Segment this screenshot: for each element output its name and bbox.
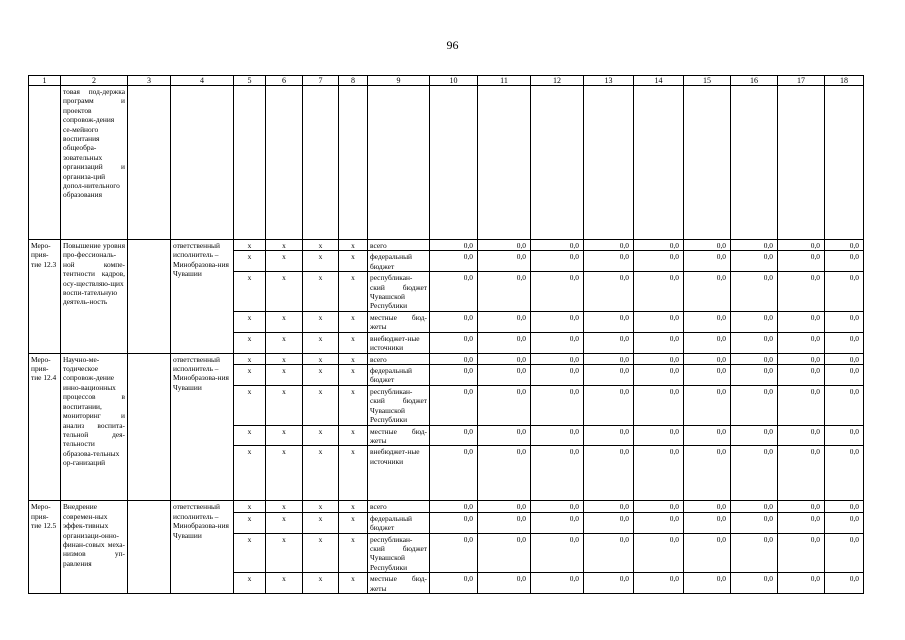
mark-cell: x xyxy=(339,425,368,446)
empty-cell xyxy=(368,86,430,240)
value-cell: 0,0 xyxy=(584,501,634,512)
continuation-row xyxy=(29,86,864,240)
column-number: 18 xyxy=(825,76,864,86)
funding-source: республикан-ский бюджет Чувашской Республики xyxy=(368,272,430,312)
value-cell: 0,0 xyxy=(825,332,864,353)
empty-cell xyxy=(430,86,478,240)
mark-cell: x xyxy=(303,573,339,594)
funding-row xyxy=(29,240,864,251)
value-cell: 0,0 xyxy=(778,353,825,364)
value-cell: 0,0 xyxy=(778,512,825,533)
value-cell: 0,0 xyxy=(584,311,634,332)
mark-cell: x xyxy=(266,353,303,364)
value-cell: 0,0 xyxy=(731,501,778,512)
mark-cell: x xyxy=(339,240,368,251)
mark-cell: x xyxy=(266,446,303,501)
empty-cell xyxy=(731,86,778,240)
empty-cell xyxy=(266,86,303,240)
value-cell: 0,0 xyxy=(531,501,584,512)
empty-cell xyxy=(128,353,171,501)
empty-cell xyxy=(171,86,234,240)
empty-cell xyxy=(825,86,864,240)
value-cell: 0,0 xyxy=(531,311,584,332)
mark-cell: x xyxy=(339,533,368,573)
value-cell: 0,0 xyxy=(478,332,531,353)
value-cell: 0,0 xyxy=(478,533,531,573)
value-cell: 0,0 xyxy=(584,573,634,594)
mark-cell: x xyxy=(234,512,266,533)
mark-cell: x xyxy=(266,425,303,446)
mark-cell: x xyxy=(234,272,266,312)
value-cell: 0,0 xyxy=(531,446,584,501)
value-cell: 0,0 xyxy=(584,512,634,533)
value-cell: 0,0 xyxy=(531,385,584,425)
value-cell: 0,0 xyxy=(430,332,478,353)
mark-cell: x xyxy=(266,311,303,332)
value-cell: 0,0 xyxy=(584,446,634,501)
value-cell: 0,0 xyxy=(478,251,531,272)
column-number: 8 xyxy=(339,76,368,86)
value-cell: 0,0 xyxy=(684,446,731,501)
financing-table xyxy=(28,75,864,594)
column-number: 14 xyxy=(634,76,684,86)
value-cell: 0,0 xyxy=(531,365,584,386)
value-cell: 0,0 xyxy=(731,240,778,251)
mark-cell: x xyxy=(339,332,368,353)
value-cell: 0,0 xyxy=(634,501,684,512)
mark-cell: x xyxy=(266,332,303,353)
value-cell: 0,0 xyxy=(584,385,634,425)
value-cell: 0,0 xyxy=(634,365,684,386)
value-cell: 0,0 xyxy=(825,272,864,312)
empty-cell xyxy=(684,86,731,240)
value-cell: 0,0 xyxy=(584,533,634,573)
value-cell: 0,0 xyxy=(778,311,825,332)
measure-description: Научно-ме-тодическое сопровож-дение инно-вационных процессов в воспитании, мониторинг и анализ воспита-тельной дея-тельности образова-тельных ор-ганизаций xyxy=(61,353,128,501)
continuation-description: товая под-держка программ и проектов сопровож-дения се-мейного воспитания общеобра-зовательных организаций и организа-ций допол-нительного образования xyxy=(61,86,128,240)
mark-cell: x xyxy=(339,512,368,533)
value-cell: 0,0 xyxy=(684,501,731,512)
measure-id: Меро-прия-тие 12.4 xyxy=(29,353,61,501)
empty-cell xyxy=(128,86,171,240)
funding-source: федеральный бюджет xyxy=(368,365,430,386)
continuation-empty-cell xyxy=(29,86,61,240)
mark-cell: x xyxy=(266,573,303,594)
value-cell: 0,0 xyxy=(778,533,825,573)
empty-cell xyxy=(584,86,634,240)
mark-cell: x xyxy=(234,365,266,386)
funding-source: федеральный бюджет xyxy=(368,512,430,533)
measure-description: Внедрение современ-ных эффек-тивных организаци-онно-финан-совых меха-низмов уп-равления xyxy=(61,501,128,594)
column-number: 10 xyxy=(430,76,478,86)
value-cell: 0,0 xyxy=(825,251,864,272)
measure-executor: ответственный исполнитель – Минобразова-ния Чувашии xyxy=(171,501,234,594)
value-cell: 0,0 xyxy=(825,311,864,332)
value-cell: 0,0 xyxy=(430,501,478,512)
value-cell: 0,0 xyxy=(531,425,584,446)
value-cell: 0,0 xyxy=(478,385,531,425)
value-cell: 0,0 xyxy=(731,425,778,446)
mark-cell: x xyxy=(303,501,339,512)
mark-cell: x xyxy=(266,272,303,312)
value-cell: 0,0 xyxy=(531,251,584,272)
value-cell: 0,0 xyxy=(584,353,634,364)
funding-source: всего xyxy=(368,501,430,512)
value-cell: 0,0 xyxy=(731,385,778,425)
value-cell: 0,0 xyxy=(684,385,731,425)
value-cell: 0,0 xyxy=(825,425,864,446)
mark-cell: x xyxy=(266,512,303,533)
value-cell: 0,0 xyxy=(684,251,731,272)
funding-source: местные бюд-жеты xyxy=(368,311,430,332)
value-cell: 0,0 xyxy=(430,573,478,594)
empty-cell xyxy=(234,86,266,240)
funding-source: местные бюд-жеты xyxy=(368,425,430,446)
empty-cell xyxy=(339,86,368,240)
value-cell: 0,0 xyxy=(478,240,531,251)
value-cell: 0,0 xyxy=(731,353,778,364)
empty-cell xyxy=(531,86,584,240)
empty-cell xyxy=(778,86,825,240)
value-cell: 0,0 xyxy=(430,311,478,332)
mark-cell: x xyxy=(234,353,266,364)
mark-cell: x xyxy=(266,385,303,425)
value-cell: 0,0 xyxy=(684,425,731,446)
mark-cell: x xyxy=(303,385,339,425)
mark-cell: x xyxy=(234,311,266,332)
value-cell: 0,0 xyxy=(825,573,864,594)
mark-cell: x xyxy=(303,311,339,332)
value-cell: 0,0 xyxy=(731,446,778,501)
value-cell: 0,0 xyxy=(430,251,478,272)
mark-cell: x xyxy=(303,425,339,446)
mark-cell: x xyxy=(303,446,339,501)
measure-id: Меро-прия-тие 12.5 xyxy=(29,501,61,594)
value-cell: 0,0 xyxy=(634,353,684,364)
value-cell: 0,0 xyxy=(584,272,634,312)
mark-cell: x xyxy=(339,251,368,272)
empty-cell xyxy=(128,240,171,354)
value-cell: 0,0 xyxy=(778,425,825,446)
column-number: 9 xyxy=(368,76,430,86)
mark-cell: x xyxy=(266,501,303,512)
value-cell: 0,0 xyxy=(478,425,531,446)
empty-cell xyxy=(128,501,171,594)
column-number: 11 xyxy=(478,76,531,86)
value-cell: 0,0 xyxy=(584,251,634,272)
value-cell: 0,0 xyxy=(825,365,864,386)
value-cell: 0,0 xyxy=(430,240,478,251)
value-cell: 0,0 xyxy=(825,501,864,512)
value-cell: 0,0 xyxy=(731,365,778,386)
value-cell: 0,0 xyxy=(531,573,584,594)
value-cell: 0,0 xyxy=(731,332,778,353)
value-cell: 0,0 xyxy=(531,240,584,251)
value-cell: 0,0 xyxy=(825,240,864,251)
column-number: 4 xyxy=(171,76,234,86)
mark-cell: x xyxy=(339,353,368,364)
value-cell: 0,0 xyxy=(778,332,825,353)
value-cell: 0,0 xyxy=(430,425,478,446)
value-cell: 0,0 xyxy=(531,512,584,533)
value-cell: 0,0 xyxy=(731,512,778,533)
value-cell: 0,0 xyxy=(634,446,684,501)
value-cell: 0,0 xyxy=(478,573,531,594)
value-cell: 0,0 xyxy=(778,240,825,251)
mark-cell: x xyxy=(339,573,368,594)
value-cell: 0,0 xyxy=(684,240,731,251)
value-cell: 0,0 xyxy=(478,311,531,332)
column-number: 2 xyxy=(61,76,128,86)
value-cell: 0,0 xyxy=(478,501,531,512)
mark-cell: x xyxy=(339,446,368,501)
value-cell: 0,0 xyxy=(634,332,684,353)
value-cell: 0,0 xyxy=(778,251,825,272)
value-cell: 0,0 xyxy=(634,533,684,573)
funding-source: всего xyxy=(368,353,430,364)
empty-cell xyxy=(303,86,339,240)
value-cell: 0,0 xyxy=(825,512,864,533)
funding-source: внебюджет-ные источники xyxy=(368,332,430,353)
value-cell: 0,0 xyxy=(584,240,634,251)
value-cell: 0,0 xyxy=(430,385,478,425)
value-cell: 0,0 xyxy=(825,385,864,425)
measure-executor: ответственный исполнитель – Минобразова-ния Чувашии xyxy=(171,353,234,501)
mark-cell: x xyxy=(339,311,368,332)
measure-id: Меро-прия-тие 12.3 xyxy=(29,240,61,354)
value-cell: 0,0 xyxy=(531,353,584,364)
mark-cell: x xyxy=(303,272,339,312)
empty-cell xyxy=(634,86,684,240)
value-cell: 0,0 xyxy=(634,512,684,533)
value-cell: 0,0 xyxy=(430,446,478,501)
value-cell: 0,0 xyxy=(778,272,825,312)
value-cell: 0,0 xyxy=(478,446,531,501)
value-cell: 0,0 xyxy=(684,353,731,364)
column-number: 13 xyxy=(584,76,634,86)
mark-cell: x xyxy=(266,251,303,272)
value-cell: 0,0 xyxy=(778,446,825,501)
value-cell: 0,0 xyxy=(731,573,778,594)
column-number: 15 xyxy=(684,76,731,86)
mark-cell: x xyxy=(303,512,339,533)
value-cell: 0,0 xyxy=(478,353,531,364)
mark-cell: x xyxy=(266,365,303,386)
mark-cell: x xyxy=(339,272,368,312)
value-cell: 0,0 xyxy=(684,311,731,332)
mark-cell: x xyxy=(234,251,266,272)
column-number: 5 xyxy=(234,76,266,86)
column-number: 3 xyxy=(128,76,171,86)
value-cell: 0,0 xyxy=(430,533,478,573)
mark-cell: x xyxy=(234,332,266,353)
mark-cell: x xyxy=(266,533,303,573)
mark-cell: x xyxy=(234,446,266,501)
value-cell: 0,0 xyxy=(531,332,584,353)
value-cell: 0,0 xyxy=(731,272,778,312)
value-cell: 0,0 xyxy=(430,365,478,386)
funding-source: федеральный бюджет xyxy=(368,251,430,272)
value-cell: 0,0 xyxy=(778,385,825,425)
mark-cell: x xyxy=(234,573,266,594)
mark-cell: x xyxy=(303,251,339,272)
mark-cell: x xyxy=(303,240,339,251)
value-cell: 0,0 xyxy=(825,353,864,364)
mark-cell: x xyxy=(303,332,339,353)
value-cell: 0,0 xyxy=(684,533,731,573)
value-cell: 0,0 xyxy=(778,501,825,512)
value-cell: 0,0 xyxy=(478,512,531,533)
funding-source: местные бюд-жеты xyxy=(368,573,430,594)
value-cell: 0,0 xyxy=(684,365,731,386)
value-cell: 0,0 xyxy=(430,512,478,533)
value-cell: 0,0 xyxy=(684,573,731,594)
column-number: 16 xyxy=(731,76,778,86)
column-number: 7 xyxy=(303,76,339,86)
mark-cell: x xyxy=(234,385,266,425)
value-cell: 0,0 xyxy=(430,272,478,312)
value-cell: 0,0 xyxy=(634,251,684,272)
measure-executor: ответственный исполнитель – Минобразова-ния Чувашии xyxy=(171,240,234,354)
mark-cell: x xyxy=(303,533,339,573)
mark-cell: x xyxy=(266,240,303,251)
value-cell: 0,0 xyxy=(584,425,634,446)
mark-cell: x xyxy=(234,501,266,512)
mark-cell: x xyxy=(339,365,368,386)
value-cell: 0,0 xyxy=(430,353,478,364)
mark-cell: x xyxy=(339,385,368,425)
value-cell: 0,0 xyxy=(531,533,584,573)
value-cell: 0,0 xyxy=(778,573,825,594)
value-cell: 0,0 xyxy=(634,240,684,251)
funding-source: республикан-ский бюджет Чувашской Республики xyxy=(368,533,430,573)
value-cell: 0,0 xyxy=(478,365,531,386)
value-cell: 0,0 xyxy=(634,425,684,446)
value-cell: 0,0 xyxy=(684,512,731,533)
value-cell: 0,0 xyxy=(825,446,864,501)
funding-source: внебюджет-ные источники xyxy=(368,446,430,501)
mark-cell: x xyxy=(234,425,266,446)
column-number: 12 xyxy=(531,76,584,86)
mark-cell: x xyxy=(339,501,368,512)
column-number: 17 xyxy=(778,76,825,86)
value-cell: 0,0 xyxy=(531,272,584,312)
value-cell: 0,0 xyxy=(634,385,684,425)
column-number: 1 xyxy=(29,76,61,86)
measure-description: Повышение уровня про-фессиональ-ной компе-тентности кадров, осу-ществляю-щих воспи-тательную деятель-ность xyxy=(61,240,128,354)
value-cell: 0,0 xyxy=(634,311,684,332)
funding-row xyxy=(29,501,864,512)
value-cell: 0,0 xyxy=(731,311,778,332)
value-cell: 0,0 xyxy=(478,272,531,312)
mark-cell: x xyxy=(234,240,266,251)
empty-cell xyxy=(478,86,531,240)
value-cell: 0,0 xyxy=(731,251,778,272)
mark-cell: x xyxy=(234,533,266,573)
page-number: 96 xyxy=(446,38,459,52)
value-cell: 0,0 xyxy=(634,573,684,594)
mark-cell: x xyxy=(303,365,339,386)
funding-source: всего xyxy=(368,240,430,251)
value-cell: 0,0 xyxy=(584,365,634,386)
funding-source: республикан-ский бюджет Чувашской Республики xyxy=(368,385,430,425)
value-cell: 0,0 xyxy=(584,332,634,353)
value-cell: 0,0 xyxy=(825,533,864,573)
mark-cell: x xyxy=(303,353,339,364)
value-cell: 0,0 xyxy=(684,272,731,312)
value-cell: 0,0 xyxy=(634,272,684,312)
value-cell: 0,0 xyxy=(778,365,825,386)
column-number: 6 xyxy=(266,76,303,86)
value-cell: 0,0 xyxy=(684,332,731,353)
funding-row xyxy=(29,353,864,364)
value-cell: 0,0 xyxy=(731,533,778,573)
column-number-row xyxy=(29,76,864,86)
